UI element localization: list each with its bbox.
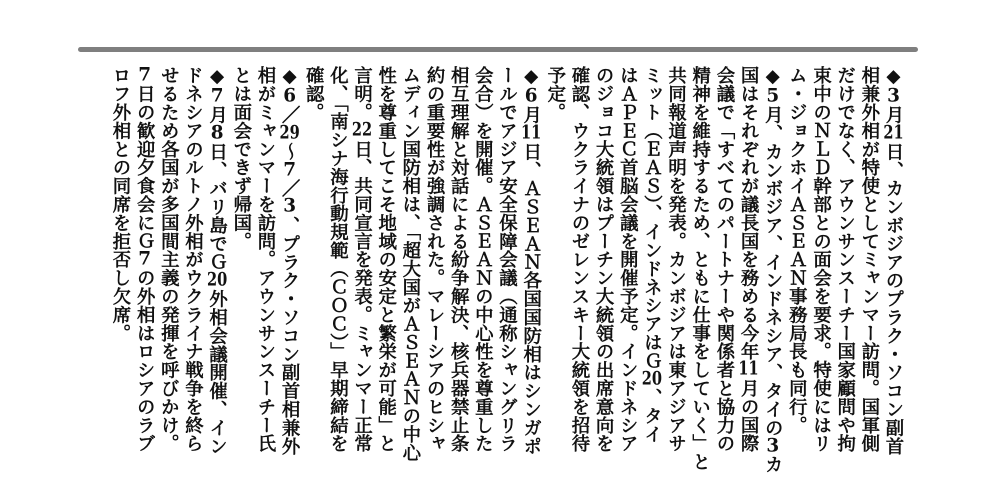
top-rule [78,47,918,52]
text-line: 束中のＮＬＤ幹部との面会を要求。特使にはリ [810,66,832,453]
text-line: ◆5月、カンボジア、インドネシア、タイの3カ [762,66,784,474]
text-line: はＡＰＥＣ首脳会議を開催予定。インドネシア [617,66,639,453]
text-line: とは面会できず帰国。 [230,66,252,250]
text-line: ◆7月8日、バリ島でＧ20外相会議開催、イン [206,66,228,456]
text-line: 会議で「すべてのパートナーや関係者と協力の [713,66,735,453]
text-line: ールでアジア安全保障会議（通称シャングリラ [496,66,518,453]
text-line: 約の重要性が強調された。マレーシアのヒシャ [424,66,446,453]
text-line: 予定。 [544,66,566,122]
text-line: 7日の歓迎夕食会にＧ7の外相はロシアのラブ [134,66,156,453]
text-line: 相兼外相が特使としてミャンマー訪問。国軍側 [858,66,880,453]
text-line: ◆3月21日、カンボジアのプラク・ソコン副首 [883,66,904,456]
text-line: 性を尊重してこそ地域の安定と繁栄が可能」と [375,66,397,453]
paragraph [229,66,301,458]
text-line: 化、「南シナ海行動規範（ＣＯＣ）」早期締結を [327,66,349,453]
text-line: 会合）を開催。ＡＳＥＡＮの中心性を尊重した [472,66,494,453]
text-line: 相互理解と対話による紛争解決、核兵器禁止条 [448,66,470,453]
text-line: ドネシアのルトノ外相がウクライナ戦争を終ら [182,66,204,453]
text-line: せるため各国が多国間主義の発揮を呼びかけ。 [158,66,180,453]
paragraph [108,66,229,458]
text-line: 確認、ウクライナのゼレンスキー大統領を招待 [568,66,590,453]
article-body [108,66,905,474]
paragraph [784,66,905,458]
text-line: ム・ジョクホイＡＳＥＡＮ事務局長も同行。 [786,66,808,434]
text-line: だけでなく、アウンサンスーチー国家顧問や拘 [834,66,856,453]
text-line: ◆6月11日、ＡＳＥＡＮ各国国防相はシンガポ [520,66,542,456]
text-line: のジョコ大統領はプーチン大統領の出席意向を [593,66,615,453]
text-line: 共同報道声明を発表。カンボジアは東アジアサ [665,66,687,453]
text-line: 相がミャンマーを訪問。アウンサンスーチー氏 [254,66,276,453]
text-line: 国はそれぞれが議長国を務める今年11月の国際 [738,66,760,453]
text-line: ムディン国防相は、「超大国がＡＳＥＡＮの中心 [399,66,421,462]
text-line: 精神を維持するため、ともに仕事をしていく」と [689,66,711,471]
text-line: 確認。 [303,66,325,122]
paragraph [543,66,785,474]
text-line: ◆6／29〜7／3、プラク・ソコン副首相兼外 [279,66,301,456]
text-line: ミット（ＥＡＳ）、インドネシアはＧ20、タイ [641,66,663,444]
paragraph [301,66,543,462]
text-line: ロフ外相との同席を拒否し欠席。 [110,66,131,342]
text-line: 言明。22日、共同宣言を発表。ミャンマー正常 [351,66,373,453]
